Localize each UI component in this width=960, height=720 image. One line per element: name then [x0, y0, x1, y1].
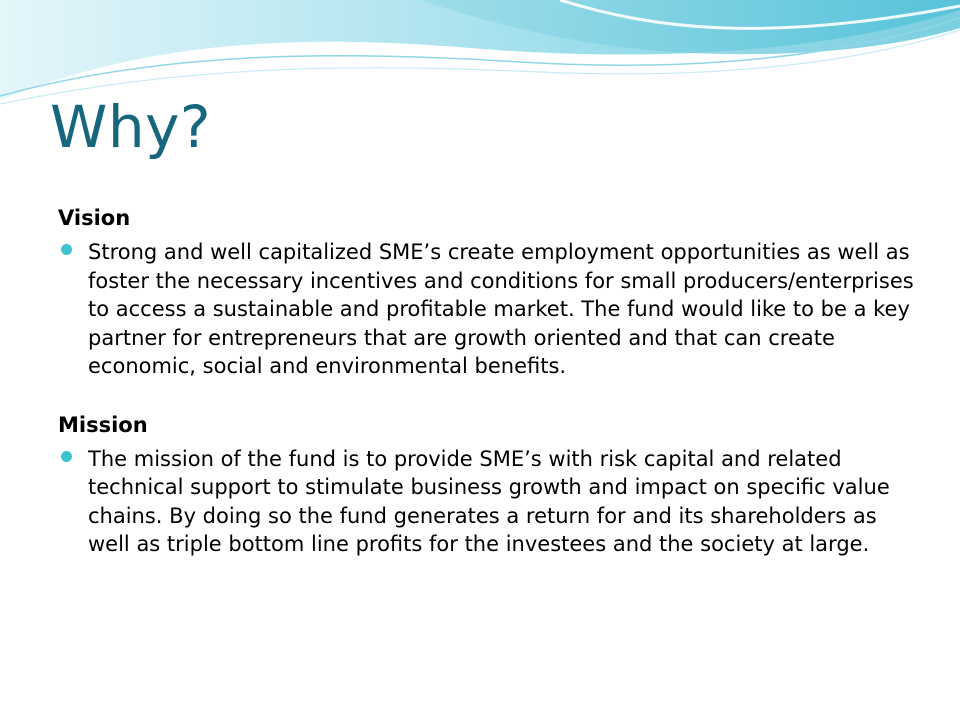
- mission-section: [58, 411, 918, 559]
- slide-content: [58, 204, 918, 559]
- mission-text: The mission of the fund is to provide SME’s with risk capital and related technical support to stimulate business growth and impact on specific value chains. By doing so the fund generates a return for and its shareholders as well as triple bottom line profits for the investees and the society at large.: [88, 446, 890, 556]
- vision-heading: Vision: [58, 206, 131, 230]
- bullet-dot-icon: [61, 451, 72, 462]
- slide-title: Why?: [50, 93, 212, 161]
- vision-section: [58, 204, 918, 381]
- mission-bullet: [58, 445, 918, 559]
- vision-text: Strong and well capitalized SME’s create employment opportunities as well as foster the necessary incentives and conditions for small producers/enterprises to access a sustainable and profitable market. The fund would like to be a key partner for entrepreneurs that are growth oriented and that can create economic, social and environmental benefits.: [88, 240, 914, 378]
- mission-heading: Mission: [58, 412, 148, 437]
- bullet-dot-icon: [61, 244, 72, 255]
- vision-bullet: [58, 238, 918, 381]
